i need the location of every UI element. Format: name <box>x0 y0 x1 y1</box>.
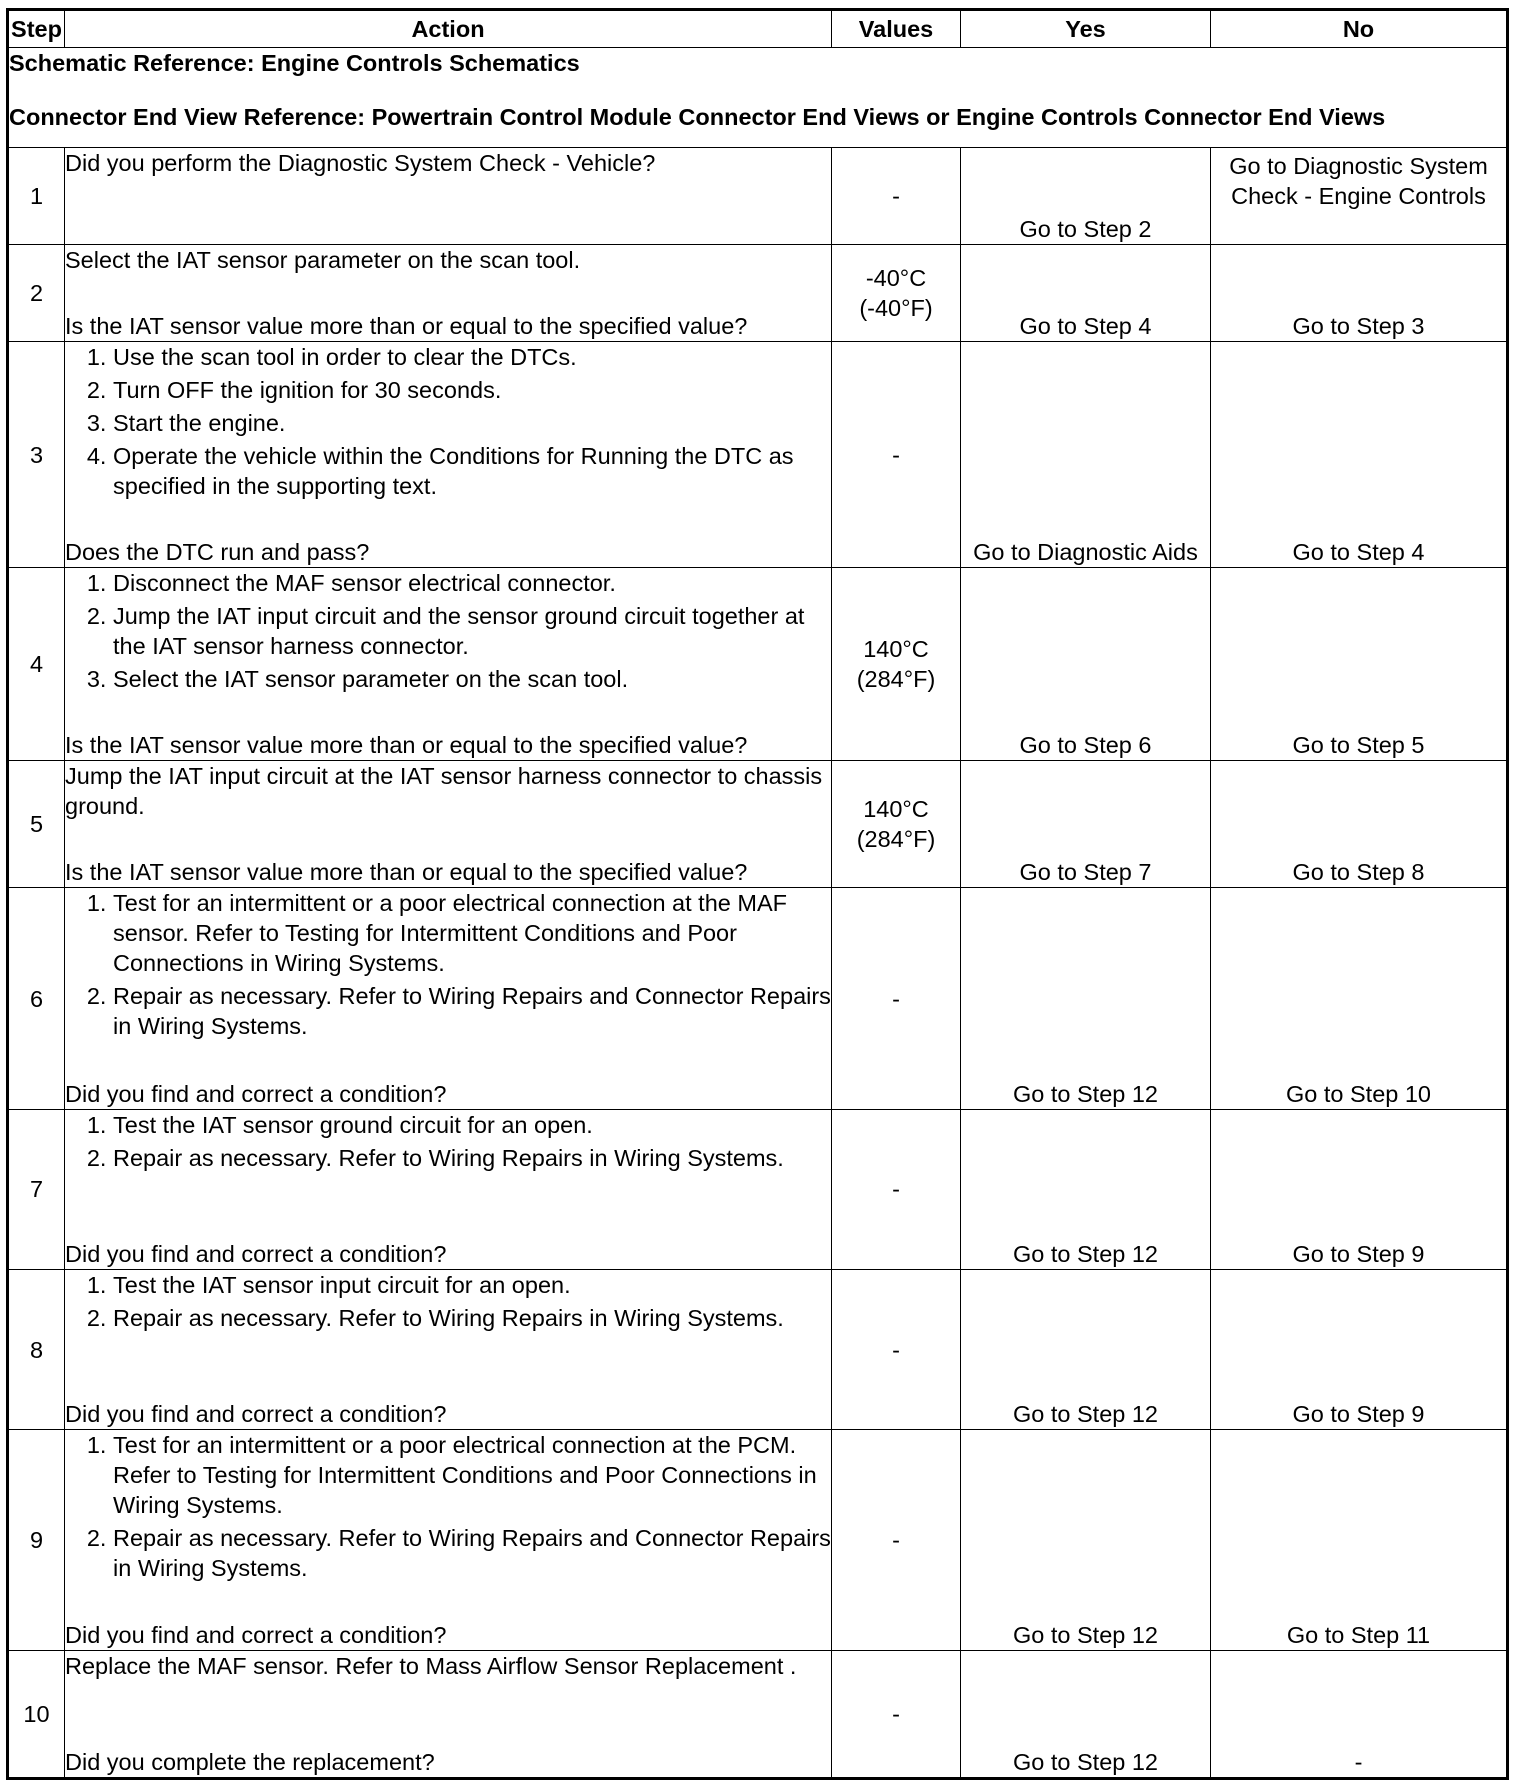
no-cell: Go to Step 9 <box>1211 1109 1508 1269</box>
value-cell: - <box>832 1109 961 1269</box>
schematic-reference: Schematic Reference: Engine Controls Schematics <box>9 50 580 76</box>
action-step: 2. Repair as necessary. Refer to Wiring Repairs in Wiring Systems. <box>113 1143 831 1176</box>
action-step: 2. Jump the IAT input circuit and the sensor ground circuit together at the IAT sensor harness connector. <box>113 601 831 664</box>
action-question: Is the IAT sensor value more than or equal to the specified value? <box>65 313 748 340</box>
action-question: Is the IAT sensor value more than or equal to the specified value? <box>65 859 748 886</box>
value-cell: - <box>832 148 961 245</box>
action-text: Did you perform the Diagnostic System Check - Vehicle? <box>65 150 656 177</box>
step-number: 2 <box>8 245 65 342</box>
action-text: Replace the MAF sensor. Refer to Mass Airflow Sensor Replacement . <box>65 1652 797 1679</box>
step-number: 7 <box>8 1109 65 1269</box>
yes-cell: Go to Diagnostic Aids <box>961 342 1211 567</box>
step-number: 9 <box>8 1430 65 1650</box>
yes-cell: Go to Step 12 <box>961 888 1211 1109</box>
table-row <box>8 1270 1508 1430</box>
action-cell <box>65 1430 832 1650</box>
action-question: Did you complete the replacement? <box>65 1749 435 1775</box>
table-row <box>8 1650 1508 1778</box>
yes-cell: Go to Step 12 <box>961 1109 1211 1269</box>
action-steps <box>65 888 831 1044</box>
step-number: 4 <box>8 567 65 760</box>
action-cell <box>65 567 832 760</box>
step-number: 1 <box>8 148 65 245</box>
action-step: 1. Disconnect the MAF sensor electrical connector. <box>113 568 831 601</box>
action-step: 1. Test the IAT sensor ground circuit for an open. <box>113 1110 831 1143</box>
table-row <box>8 1109 1508 1269</box>
no-cell: - <box>1211 1650 1508 1778</box>
yes-cell: Go to Step 12 <box>961 1270 1211 1430</box>
table-row <box>8 245 1508 342</box>
action-cell <box>65 1650 832 1778</box>
value-cell: - <box>832 888 961 1109</box>
action-step: 2. Repair as necessary. Refer to Wiring Repairs and Connector Repairs in Wiring Systems. <box>113 981 831 1044</box>
step-number: 3 <box>8 342 65 567</box>
action-text: Jump the IAT input circuit at the IAT sensor harness connector to chassis ground. <box>65 763 823 820</box>
table-row <box>8 761 1508 888</box>
action-cell <box>65 245 832 342</box>
action-step: 3. Start the engine. <box>113 408 831 441</box>
action-steps <box>65 1110 831 1176</box>
value-cell: - <box>832 1650 961 1778</box>
action-step: 2. Repair as necessary. Refer to Wiring Repairs in Wiring Systems. <box>113 1303 831 1336</box>
action-cell <box>65 1109 832 1269</box>
action-question: Did you find and correct a condition? <box>65 1621 447 1648</box>
action-cell <box>65 342 832 567</box>
value-cell: -40°C (-40°F) <box>832 245 961 342</box>
connector-reference: Connector End View Reference: Powertrain Control Module Connector End Views or Engine Controls Connector End Views <box>9 104 1386 130</box>
action-cell <box>65 1270 832 1430</box>
action-text: Select the IAT sensor parameter on the scan tool. <box>65 247 581 274</box>
action-step: 4. Operate the vehicle within the Conditions for Running the DTC as specified in the supporting text. <box>113 441 831 504</box>
action-step: 3. Select the IAT sensor parameter on the scan tool. <box>113 664 831 697</box>
col-header-no: No <box>1211 10 1508 48</box>
yes-cell: Go to Step 7 <box>961 761 1211 888</box>
diagnostic-table <box>6 8 1509 1780</box>
action-question: Did you find and correct a condition? <box>65 1241 447 1268</box>
action-cell <box>65 148 832 245</box>
reference-row <box>8 48 1508 148</box>
step-number: 6 <box>8 888 65 1109</box>
table-row <box>8 148 1508 245</box>
value-cell: 140°C (284°F) <box>832 761 961 888</box>
no-cell: Go to Step 9 <box>1211 1270 1508 1430</box>
action-steps <box>65 342 831 504</box>
table-row <box>8 888 1508 1109</box>
col-header-action: Action <box>65 10 832 48</box>
action-step: 1. Test for an intermittent or a poor electrical connection at the PCM. Refer to Testing for Intermittent Conditions and Poor Connections in Wiring Systems. <box>113 1430 831 1523</box>
action-step: 1. Use the scan tool in order to clear the DTCs. <box>113 342 831 375</box>
no-cell: Go to Step 10 <box>1211 888 1508 1109</box>
header-row <box>8 10 1508 48</box>
no-cell: Go to Step 11 <box>1211 1430 1508 1650</box>
col-header-values: Values <box>832 10 961 48</box>
no-cell: Go to Step 5 <box>1211 567 1508 760</box>
step-number: 10 <box>8 1650 65 1778</box>
action-cell <box>65 761 832 888</box>
action-question: Did you find and correct a condition? <box>65 1401 447 1428</box>
table-row <box>8 1430 1508 1650</box>
yes-cell: Go to Step 4 <box>961 245 1211 342</box>
no-cell: Go to Step 4 <box>1211 342 1508 567</box>
col-header-yes: Yes <box>961 10 1211 48</box>
col-header-step: Step <box>8 10 65 48</box>
action-question: Does the DTC run and pass? <box>65 538 370 565</box>
value-cell: 140°C (284°F) <box>832 567 961 760</box>
action-step: 2. Turn OFF the ignition for 30 seconds. <box>113 375 831 408</box>
yes-cell: Go to Step 2 <box>961 148 1211 245</box>
value-cell: - <box>832 1430 961 1650</box>
action-question: Did you find and correct a condition? <box>65 1080 447 1107</box>
reference-cell <box>8 48 1508 148</box>
value-cell: - <box>832 342 961 567</box>
value-cell: - <box>832 1270 961 1430</box>
action-steps <box>65 568 831 697</box>
no-cell: Go to Step 8 <box>1211 761 1508 888</box>
yes-cell: Go to Step 12 <box>961 1650 1211 1778</box>
no-cell: Go to Diagnostic System Check - Engine Controls <box>1211 148 1508 245</box>
action-step: 2. Repair as necessary. Refer to Wiring Repairs and Connector Repairs in Wiring Systems. <box>113 1523 831 1586</box>
step-number: 8 <box>8 1270 65 1430</box>
yes-cell: Go to Step 6 <box>961 567 1211 760</box>
yes-cell: Go to Step 12 <box>961 1430 1211 1650</box>
action-steps <box>65 1430 831 1586</box>
action-cell <box>65 888 832 1109</box>
table-row <box>8 342 1508 567</box>
action-step: 1. Test for an intermittent or a poor electrical connection at the MAF sensor. Refer to Testing for Intermittent Conditions and Poor Connections in Wiring Systems. <box>113 888 831 981</box>
action-steps <box>65 1270 831 1336</box>
action-step: 1. Test the IAT sensor input circuit for an open. <box>113 1270 831 1303</box>
action-question: Is the IAT sensor value more than or equal to the specified value? <box>65 732 748 759</box>
no-cell: Go to Step 3 <box>1211 245 1508 342</box>
table-row <box>8 567 1508 760</box>
step-number: 5 <box>8 761 65 888</box>
